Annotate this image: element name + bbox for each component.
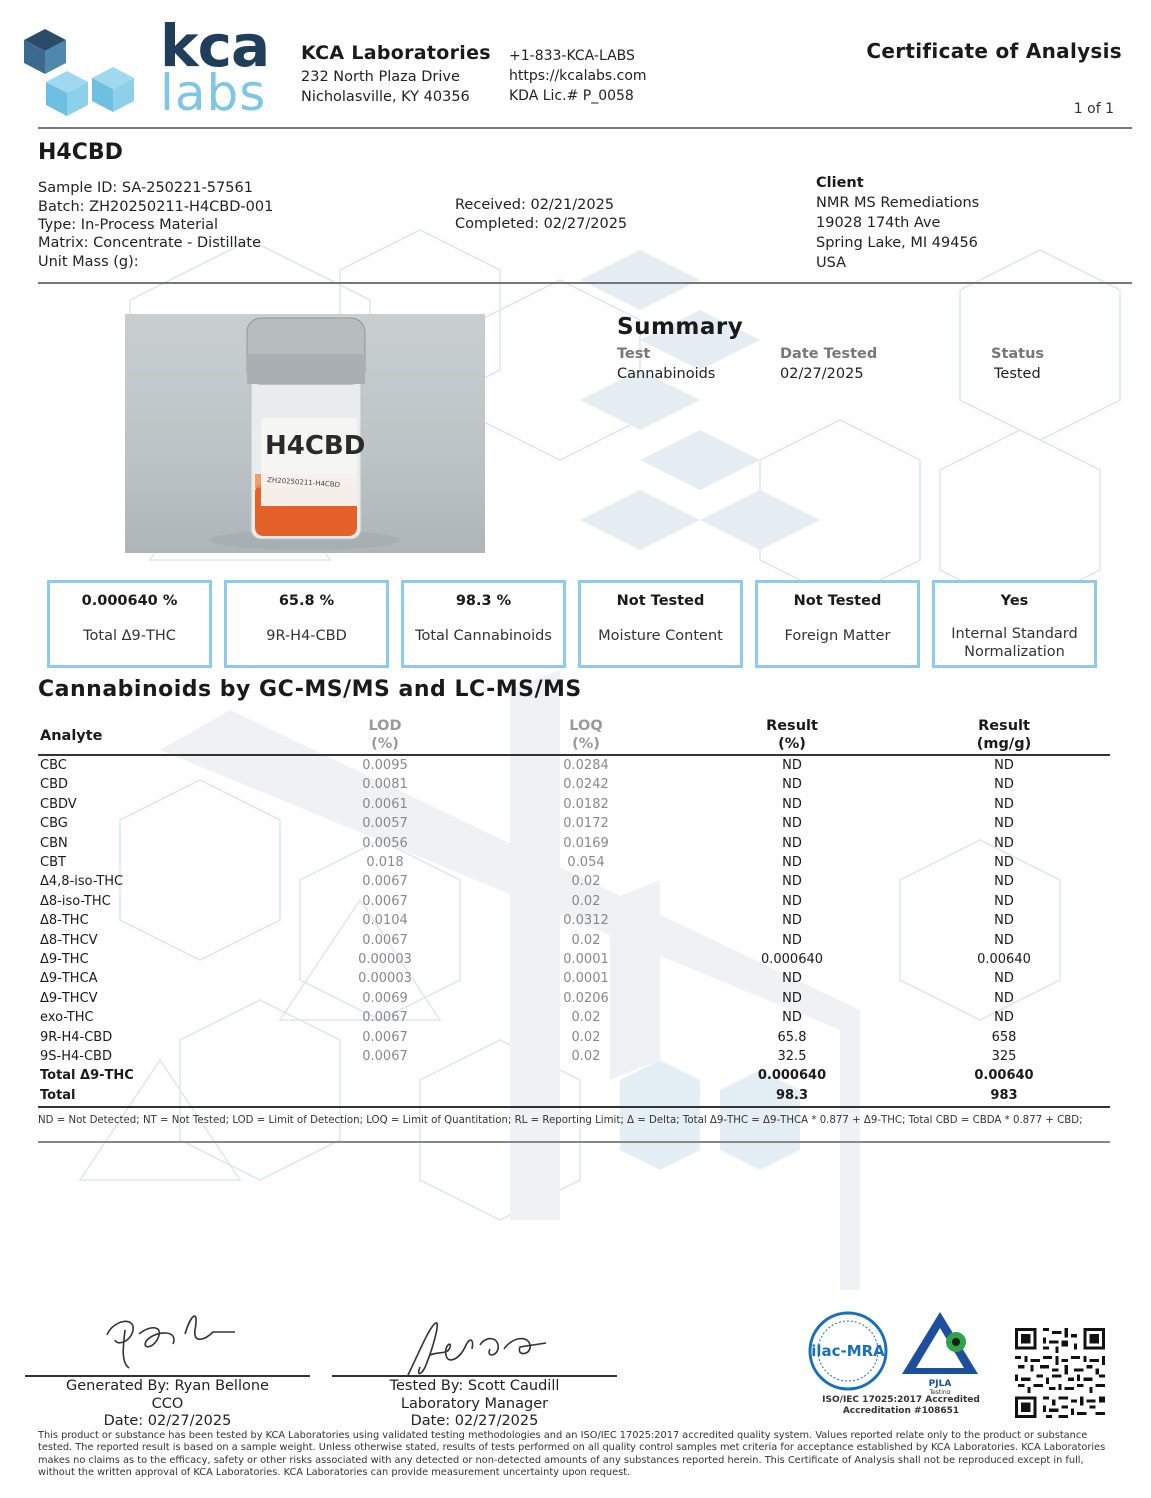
table-header-rule [38,754,1110,756]
matrix: Matrix: Concentrate - Distillate [38,235,262,251]
cell-lod: 0.0104 [362,913,408,929]
lab-address-line2: Nicholasville, KY 40356 [301,89,470,105]
cell-result-pct: ND [782,893,802,909]
summary-col-status: Status [991,346,1045,362]
summary-col-test: Test [617,346,651,362]
qr-code-icon[interactable] [1015,1328,1105,1418]
logo-wordmark-bottom: labs [160,64,267,122]
table-row [38,932,1110,951]
card-value: Not Tested [616,593,705,609]
document-title: Certificate of Analysis [866,39,1122,63]
cell-lod: 0.018 [366,855,404,870]
cell-loq: 0.0001 [563,971,609,987]
table-total-row [38,1067,1110,1086]
vial-label-subtext: ZH20250211-H4CBD [266,476,341,490]
signature-ryan-bellone [95,1300,245,1375]
table-row [38,835,1110,854]
client-heading: Client [816,175,864,191]
cell-result-mg: ND [994,777,1014,793]
card-label: Total Cannabinoids [415,628,552,644]
cell-analyte: Δ8-THC [40,913,89,929]
cell-result-pct: ND [782,1010,802,1026]
lab-address-line1: 232 North Plaza Drive [301,69,460,85]
card-value: 98.3 % [455,593,512,609]
header-result-mg-unit: (mg/g) [976,736,1032,752]
cell-lod: 0.0057 [362,816,408,832]
cell-result-pct: ND [782,855,802,870]
cell-loq: 0.0001 [563,952,609,967]
signatory-role: CCO [151,1395,184,1412]
header-lod-label: LOD [368,718,402,734]
cell-result-pct: 0.000640 [757,1068,827,1084]
result-card-total-cannabinoids [401,580,566,668]
card-label: Foreign Matter [784,628,891,644]
cell-analyte: CBN [40,835,68,851]
summary-test: Cannabinoids [617,366,716,382]
cell-result-pct: ND [782,913,802,929]
cell-lod: 0.0067 [362,893,408,909]
cell-loq: 0.0206 [563,990,609,1006]
cell-loq: 0.0242 [563,777,609,793]
table-row [38,757,1110,776]
cell-result-pct: ND [782,971,802,987]
summary-date: 02/27/2025 [780,366,864,382]
signatory-name: Generated By: Ryan Bellone [66,1378,269,1394]
accreditation-text [806,1395,996,1417]
vial-image [125,314,485,553]
table-row [38,951,1110,970]
cell-loq: 0.0172 [563,816,609,832]
section-end-rule [38,1141,1110,1143]
result-card-foreign-matter [755,580,920,668]
pjla-subtext: Testing [929,1389,951,1394]
table-row [38,970,1110,989]
signatory-name: Tested By: Scott Caudill [389,1378,560,1394]
table-row [38,990,1110,1009]
cell-lod: 0.0067 [362,874,408,890]
cell-result-pct: ND [782,816,802,832]
cell-result-mg: ND [994,855,1014,870]
header-result-mg [954,717,1054,753]
header-result-pct [742,717,842,753]
table-row [38,854,1110,873]
product-photo [125,314,485,553]
lab-name: KCA Laboratories [301,42,491,64]
cell-lod: 0.00003 [358,971,412,987]
lab-license: KDA Lic.# P_0058 [509,88,634,104]
signature-date: Date: 02/27/2025 [410,1413,539,1429]
table-row [38,893,1110,912]
summary-title: Summary [617,314,744,340]
completed-date: Completed: 02/27/2025 [455,216,628,232]
table-row [38,796,1110,815]
cell-result-mg: ND [994,796,1014,812]
ilac-mra-logo-icon [806,1310,890,1392]
signature-line-2 [332,1375,617,1377]
table-row [38,1009,1110,1028]
sample-divider [38,282,1132,284]
accreditation-line1: ISO/IEC 17025:2017 Accredited [822,1395,980,1405]
received-date: Received: 02/21/2025 [455,197,615,213]
cell-lod: 0.0067 [362,1029,408,1045]
result-card-moisture [578,580,743,668]
card-label: 9R-H4-CBD [266,628,347,644]
cell-loq: 0.02 [571,874,601,890]
table-row [38,912,1110,931]
cell-loq: 0.02 [571,1049,601,1064]
cell-result-mg: ND [994,971,1014,987]
cell-analyte: Δ4,8-iso-THC [40,874,124,890]
cell-result-mg: ND [994,932,1014,948]
cell-analyte: CBC [40,758,67,773]
cell-result-mg: ND [994,816,1014,832]
product-name: H4CBD [38,140,123,165]
cell-result-pct: 65.8 [777,1029,807,1045]
cannabinoids-section-title: Cannabinoids by GC-MS/MS and LC-MS/MS [38,677,582,702]
cell-result-mg: ND [994,990,1014,1006]
cell-analyte: CBDV [40,796,77,812]
cell-loq: 0.02 [571,893,601,909]
vial-label-text: H4CBD [265,431,366,461]
cell-result-mg: 0.00640 [974,1068,1034,1084]
lab-phone: +1-833-KCA-LABS [509,48,635,64]
cell-analyte: Δ9-THCV [40,990,98,1006]
cell-result-pct: ND [782,758,802,773]
header-result-mg-label: Result [978,718,1030,734]
card-value: 65.8 % [278,593,335,609]
cell-analyte: Total [40,1087,76,1103]
card-label: Moisture Content [598,628,723,644]
card-value: 0.000640 % [81,593,178,609]
sample-type: Type: In-Process Material [38,217,219,233]
table-footnote: ND = Not Detected; NT = Not Tested; LOD = Limit of Detection; LOQ = Limit of Quantitation; RL = Reporting Limit; Δ = Delta; Total Δ9-THC = Δ9-THCA * 0.877 + Δ9-THC; Total CBD = CBDA * 0.877 + CBD; [38,1115,1083,1126]
cell-result-pct: ND [782,990,802,1006]
table-row [38,1029,1110,1048]
sample-id: Sample ID: SA-250221-57561 [38,180,253,196]
ilac-mra-text: ilac-MRA [811,1342,885,1360]
cell-lod: 0.0067 [362,1049,408,1064]
cell-loq: 0.02 [571,932,601,948]
table-row [38,1048,1110,1067]
header-divider [38,127,1132,129]
pjla-text: PJLA [928,1379,952,1389]
summary-col-date: Date Tested [780,346,878,362]
cell-result-mg: ND [994,874,1014,890]
cell-analyte: Δ8-iso-THC [40,893,111,909]
summary-status: Tested [994,366,1041,382]
unit-mass: Unit Mass (g): [38,254,139,270]
cell-lod: 0.0061 [362,796,408,812]
cell-analyte: CBG [40,816,68,832]
cell-lod: 0.00003 [358,952,412,967]
cell-result-pct: 0.000640 [760,952,824,967]
card-value: Not Tested [793,593,882,609]
signature-line-1 [25,1375,310,1377]
cell-analyte: exo-THC [40,1010,94,1026]
cell-result-pct: 32.5 [777,1049,807,1064]
cell-analyte: CBT [40,855,66,870]
cell-analyte: 9S-H4-CBD [40,1049,112,1064]
signature-scott-caudill [400,1315,560,1383]
batch: Batch: ZH20250211-H4CBD-001 [38,199,274,215]
cell-result-mg: ND [994,893,1014,909]
client-country: USA [816,255,847,271]
cell-result-mg: ND [994,913,1014,929]
cell-loq: 0.0182 [563,796,609,812]
accreditation-line2: Accreditation #108651 [842,1406,960,1416]
table-row [38,776,1110,795]
client-name: NMR MS Remediations [816,195,980,211]
cell-result-pct: ND [782,796,802,812]
client-street: 19028 174th Ave [816,215,941,231]
cell-result-mg: ND [994,835,1014,851]
cell-result-pct: 98.3 [775,1087,809,1103]
signature-date: Date: 02/27/2025 [103,1413,232,1429]
header-loq [536,717,636,753]
cell-lod: 0.0069 [362,990,408,1006]
card-value: Yes [1000,593,1029,609]
table-row [38,873,1110,892]
cell-lod: 0.0095 [362,758,408,773]
page-number: 1 of 1 [1073,101,1114,117]
cell-loq: 0.02 [571,1010,601,1026]
client-city: Spring Lake, MI 49456 [816,235,978,251]
cell-loq: 0.02 [571,1029,601,1045]
cell-analyte: CBD [40,777,69,793]
header-loq-label: LOQ [569,718,603,734]
lab-website[interactable]: https://kcalabs.com [509,68,647,84]
cell-analyte: Δ9-THCA [40,971,98,987]
cell-analyte: Δ9-THC [40,952,89,967]
cell-analyte: 9R-H4-CBD [40,1029,113,1045]
header-analyte: Analyte [40,728,103,744]
cell-loq: 0.0312 [563,913,609,929]
table-bottom-rule [38,1106,1110,1108]
signature-block-2 [332,1378,617,1431]
header-result-pct-unit: (%) [778,736,806,752]
header-loq-unit: (%) [572,736,600,752]
signature-block-1 [25,1378,310,1431]
pjla-logo-icon [898,1308,982,1394]
cell-result-mg: 658 [991,1029,1017,1045]
kca-cubes-logo-icon [20,22,145,122]
card-label: Total Δ9-THC [83,628,176,644]
cell-result-pct: ND [782,874,802,890]
cell-loq: 0.0284 [563,758,609,773]
result-card-internal-standard [932,580,1097,668]
header-result-pct-label: Result [766,718,818,734]
logo-wordmark-top: kca [160,12,270,80]
cell-result-mg: 0.00640 [977,952,1031,967]
cell-result-mg: ND [994,1010,1014,1026]
cell-result-pct: ND [782,777,802,793]
result-card-9r-h4-cbd [224,580,389,668]
cell-lod: 0.0067 [362,932,408,948]
cell-result-mg: 983 [990,1087,1018,1103]
cell-analyte: Total Δ9-THC [40,1068,134,1084]
header-lod [335,717,435,753]
result-card-total-d9-thc [47,580,212,668]
card-label: Internal Standard Normalization [951,626,1078,660]
table-total-row [38,1087,1110,1106]
cell-lod: 0.0056 [362,835,408,851]
table-row [38,815,1110,834]
cell-lod: 0.0081 [362,777,408,793]
cell-loq: 0.0169 [563,835,609,851]
signatory-role: Laboratory Manager [400,1395,549,1412]
disclaimer: This product or substance has been tested by KCA Laboratories using validated testing methodologies and an ISO/IEC 17025:2017 accredited quality system. Values reported relate only to the product or substance tested. The reported result is based on a sample weight. Unless otherwise stated, results of tests performed on all quality control samples met criteria for acceptance established by KCA Laboratories. KCA Laboratories makes no claims as to the efficacy, safety or other risks associated with any detected or non-detected amounts of any substances reported herein. This Certificate of Analysis shall not be reproduced except in full, without the written approval of KCA Laboratories. KCA Laboratories can provide measurement uncertainty upon request. [38,1430,1106,1479]
cell-result-mg: ND [994,758,1014,773]
header-lod-unit: (%) [371,736,399,752]
cell-result-pct: ND [782,835,802,851]
cell-lod: 0.0067 [362,1010,408,1026]
cell-analyte: Δ8-THCV [40,932,98,948]
cell-result-mg: 325 [991,1049,1017,1064]
cell-loq: 0.054 [567,855,605,870]
cell-result-pct: ND [782,932,802,948]
